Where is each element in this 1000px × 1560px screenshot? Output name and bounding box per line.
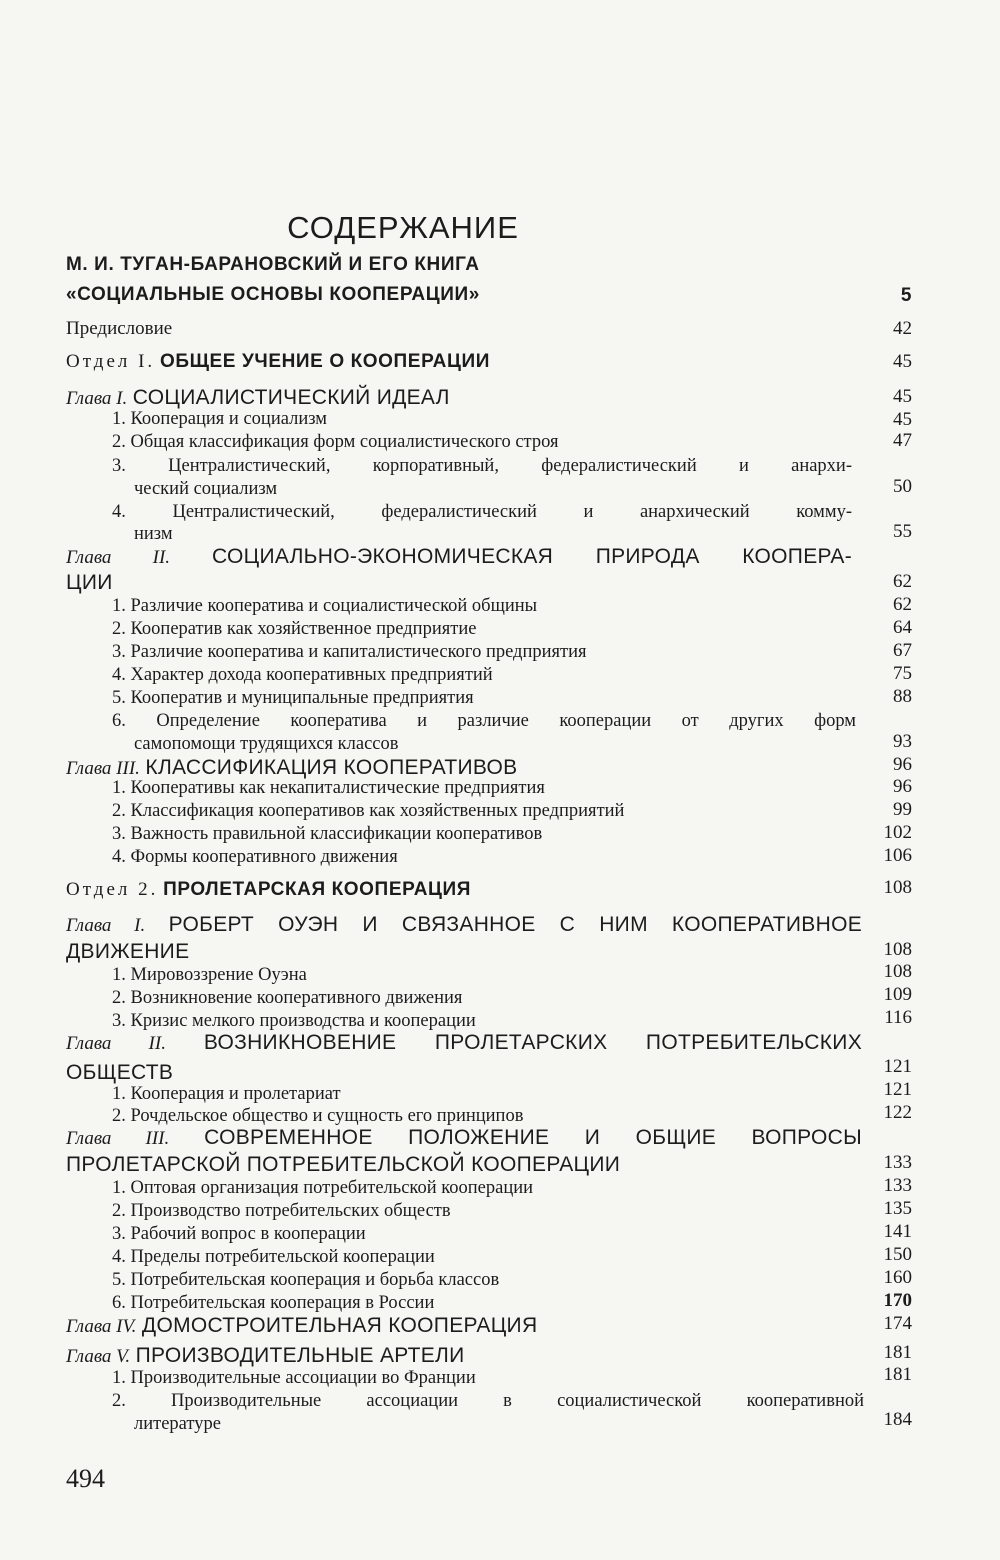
item-title: 1. Кооперация и пролетариат — [112, 1084, 341, 1104]
page-ref: 121 — [883, 1079, 912, 1100]
page-ref: 93 — [893, 731, 912, 752]
page-ref: 42 — [893, 318, 912, 339]
chapter-label: Глава III. — [66, 758, 140, 779]
page-ref: 62 — [893, 571, 912, 592]
section-heading — [66, 351, 490, 373]
item-title: 1. Производительные ассоциации во Франции — [112, 1368, 476, 1388]
item-title: 2. Классификация кооперативов как хозяйственных предприятий — [112, 801, 625, 821]
chapter-title: ПРОИЗВОДИТЕЛЬНЫЕ АРТЕЛИ — [135, 1344, 465, 1367]
chapter-title: ДОМОСТРОИТЕЛЬНАЯ КООПЕРАЦИЯ — [141, 1314, 538, 1337]
page-ref: 45 — [893, 409, 912, 430]
chapter-heading — [66, 1124, 862, 1150]
page-ref: 64 — [893, 617, 912, 638]
chapter-label: Глава IV. — [66, 1316, 137, 1337]
entry-title-line: «СОЦИАЛЬНЫЕ ОСНОВЫ КООПЕРАЦИИ» — [66, 284, 480, 305]
page-ref: 135 — [883, 1198, 912, 1219]
item-title: 3. Важность правильной классификации кооперативов — [112, 824, 543, 844]
page-ref: 45 — [893, 386, 912, 407]
page-ref: 121 — [883, 1056, 912, 1077]
item-title: 5. Кооператив и муниципальные предприятия — [112, 688, 474, 708]
item-title: 3. Различие кооператива и капиталистического предприятия — [112, 642, 587, 662]
page-ref: 150 — [883, 1244, 912, 1265]
item-title: 4. Характер дохода кооперативных предприятий — [112, 665, 493, 685]
page-ref: 106 — [883, 845, 912, 866]
page-ref: 50 — [893, 476, 912, 497]
page-ref: 96 — [893, 776, 912, 797]
item-title: 1. Оптовая организация потребительской кооперации — [112, 1178, 534, 1198]
chapter-title-line: СОВРЕМЕННОЕ ПОЛОЖЕНИЕ И ОБЩИЕ ВОПРОСЫ — [204, 1126, 862, 1149]
page-ref: 88 — [893, 686, 912, 707]
page-title: СОДЕРЖАНИЕ — [287, 210, 519, 245]
item-title: 2. Производство потребительских обществ — [112, 1201, 451, 1221]
page-ref: 170 — [883, 1290, 912, 1311]
page-ref: 102 — [883, 822, 912, 843]
chapter-heading — [66, 911, 862, 937]
item-title: 3. Рабочий вопрос в кооперации — [112, 1224, 366, 1244]
page-number: 494 — [66, 1464, 105, 1493]
chapter-label: Глава II. — [66, 1033, 166, 1054]
chapter-title: СОЦИАЛИСТИЧЕСКИЙ ИДЕАЛ — [132, 386, 450, 409]
section-heading — [66, 879, 471, 901]
page-ref: 181 — [883, 1364, 912, 1385]
chapter-heading — [66, 384, 450, 410]
chapter-heading — [66, 543, 852, 569]
chapter-title-line: РОБЕРТ ОУЭН И СВЯЗАННОЕ С НИМ КООПЕРАТИВНОЕ — [168, 913, 863, 936]
chapter-label: Глава II. — [66, 547, 171, 568]
chapter-label: Глава I. — [66, 388, 128, 409]
page-ref: 67 — [893, 640, 912, 661]
item-title-line: 4. Централистический, федералистический и анархический комму- — [112, 502, 852, 522]
chapter-heading — [66, 1312, 537, 1338]
page-ref: 96 — [893, 754, 912, 775]
item-title-line: ческий социализм — [134, 479, 278, 499]
page-ref: 116 — [884, 1007, 912, 1028]
chapter-title-line: СОЦИАЛЬНО-ЭКОНОМИЧЕСКАЯ ПРИРОДА КООПЕРА- — [211, 545, 852, 568]
chapter-label: Глава I. — [66, 915, 146, 936]
item-title: 2. Рочдельское общество и сущность его принципов — [112, 1106, 524, 1126]
section-title: ОБЩЕЕ УЧЕНИЕ О КООПЕРАЦИИ — [159, 351, 490, 372]
page-ref: 55 — [893, 521, 912, 542]
page-ref: 75 — [893, 663, 912, 684]
chapter-title-line: ПРОЛЕТАРСКОЙ ПОТРЕБИТЕЛЬСКОЙ КООПЕРАЦИИ — [66, 1153, 621, 1176]
page-ref: 5 — [900, 285, 912, 306]
page-ref: 141 — [883, 1221, 912, 1242]
section-label: Отдел I. — [66, 351, 156, 372]
page-ref: 108 — [883, 877, 912, 898]
page-ref: 122 — [883, 1102, 912, 1123]
item-title-line: 2. Производительные ассоциации в социалистической кооперативной — [112, 1391, 864, 1411]
page-ref: 47 — [893, 430, 912, 451]
section-label: Отдел 2. — [66, 879, 159, 900]
item-title: 6. Потребительская кооперация в России — [112, 1293, 435, 1313]
item-title-line: низм — [134, 524, 173, 544]
chapter-heading — [66, 1342, 465, 1368]
page-ref: 99 — [893, 799, 912, 820]
chapter-heading — [66, 754, 517, 780]
item-title-line: 6. Определение кооператива и различие кооперации от других форм — [112, 711, 856, 731]
chapter-title-line: ВОЗНИКНОВЕНИЕ ПРОЛЕТАРСКИХ ПОТРЕБИТЕЛЬСКИХ — [203, 1031, 862, 1054]
page-ref: 109 — [883, 984, 912, 1005]
entry-title: Предисловие — [66, 318, 173, 339]
item-title: 1. Кооперативы как некапиталистические предприятия — [112, 778, 545, 798]
item-title: 2. Кооператив как хозяйственное предприятие — [112, 619, 477, 639]
chapter-title-line: ЦИИ — [66, 571, 113, 594]
item-title: 2. Возникновение кооперативного движения — [112, 988, 463, 1008]
item-title: 2. Общая классификация форм социалистического строя — [112, 432, 559, 452]
section-title: ПРОЛЕТАРСКАЯ КООПЕРАЦИЯ — [163, 879, 472, 900]
page-ref: 160 — [883, 1267, 912, 1288]
chapter-heading — [66, 1029, 862, 1055]
page-ref: 133 — [883, 1175, 912, 1196]
item-title: 1. Различие кооператива и социалистической общины — [112, 596, 538, 616]
item-title-line: самопомощи трудящихся классов — [134, 734, 399, 754]
page-ref: 108 — [883, 961, 912, 982]
page-ref: 62 — [893, 594, 912, 615]
chapter-title: КЛАССИФИКАЦИЯ КООПЕРАТИВОВ — [145, 756, 518, 779]
item-title: 5. Потребительская кооперация и борьба классов — [112, 1270, 500, 1290]
chapter-label: Глава V. — [66, 1346, 131, 1367]
page-ref: 184 — [883, 1409, 912, 1430]
chapter-title-line: ОБЩЕСТВ — [66, 1061, 174, 1084]
item-title: 1. Кооперация и социализм — [112, 409, 327, 429]
page-ref: 133 — [883, 1152, 912, 1173]
page-ref: 108 — [883, 939, 912, 960]
chapter-title-line: ДВИЖЕНИЕ — [66, 940, 190, 963]
item-title: 4. Формы кооперативного движения — [112, 847, 398, 867]
page-ref: 174 — [883, 1313, 912, 1334]
page-ref: 181 — [883, 1342, 912, 1363]
page-ref: 45 — [893, 351, 912, 372]
chapter-label: Глава III. — [66, 1128, 170, 1149]
item-title-line: литературе — [134, 1414, 221, 1434]
item-title: 1. Мировоззрение Оуэна — [112, 965, 307, 985]
item-title: 4. Пределы потребительской кооперации — [112, 1247, 435, 1267]
entry-title-line: М. И. ТУГАН-БАРАНОВСКИЙ И ЕГО КНИГА — [66, 254, 480, 275]
item-title: 3. Кризис мелкого производства и кооперации — [112, 1011, 476, 1031]
item-title-line: 3. Централистический, корпоративный, федералистический и анархи- — [112, 456, 852, 476]
